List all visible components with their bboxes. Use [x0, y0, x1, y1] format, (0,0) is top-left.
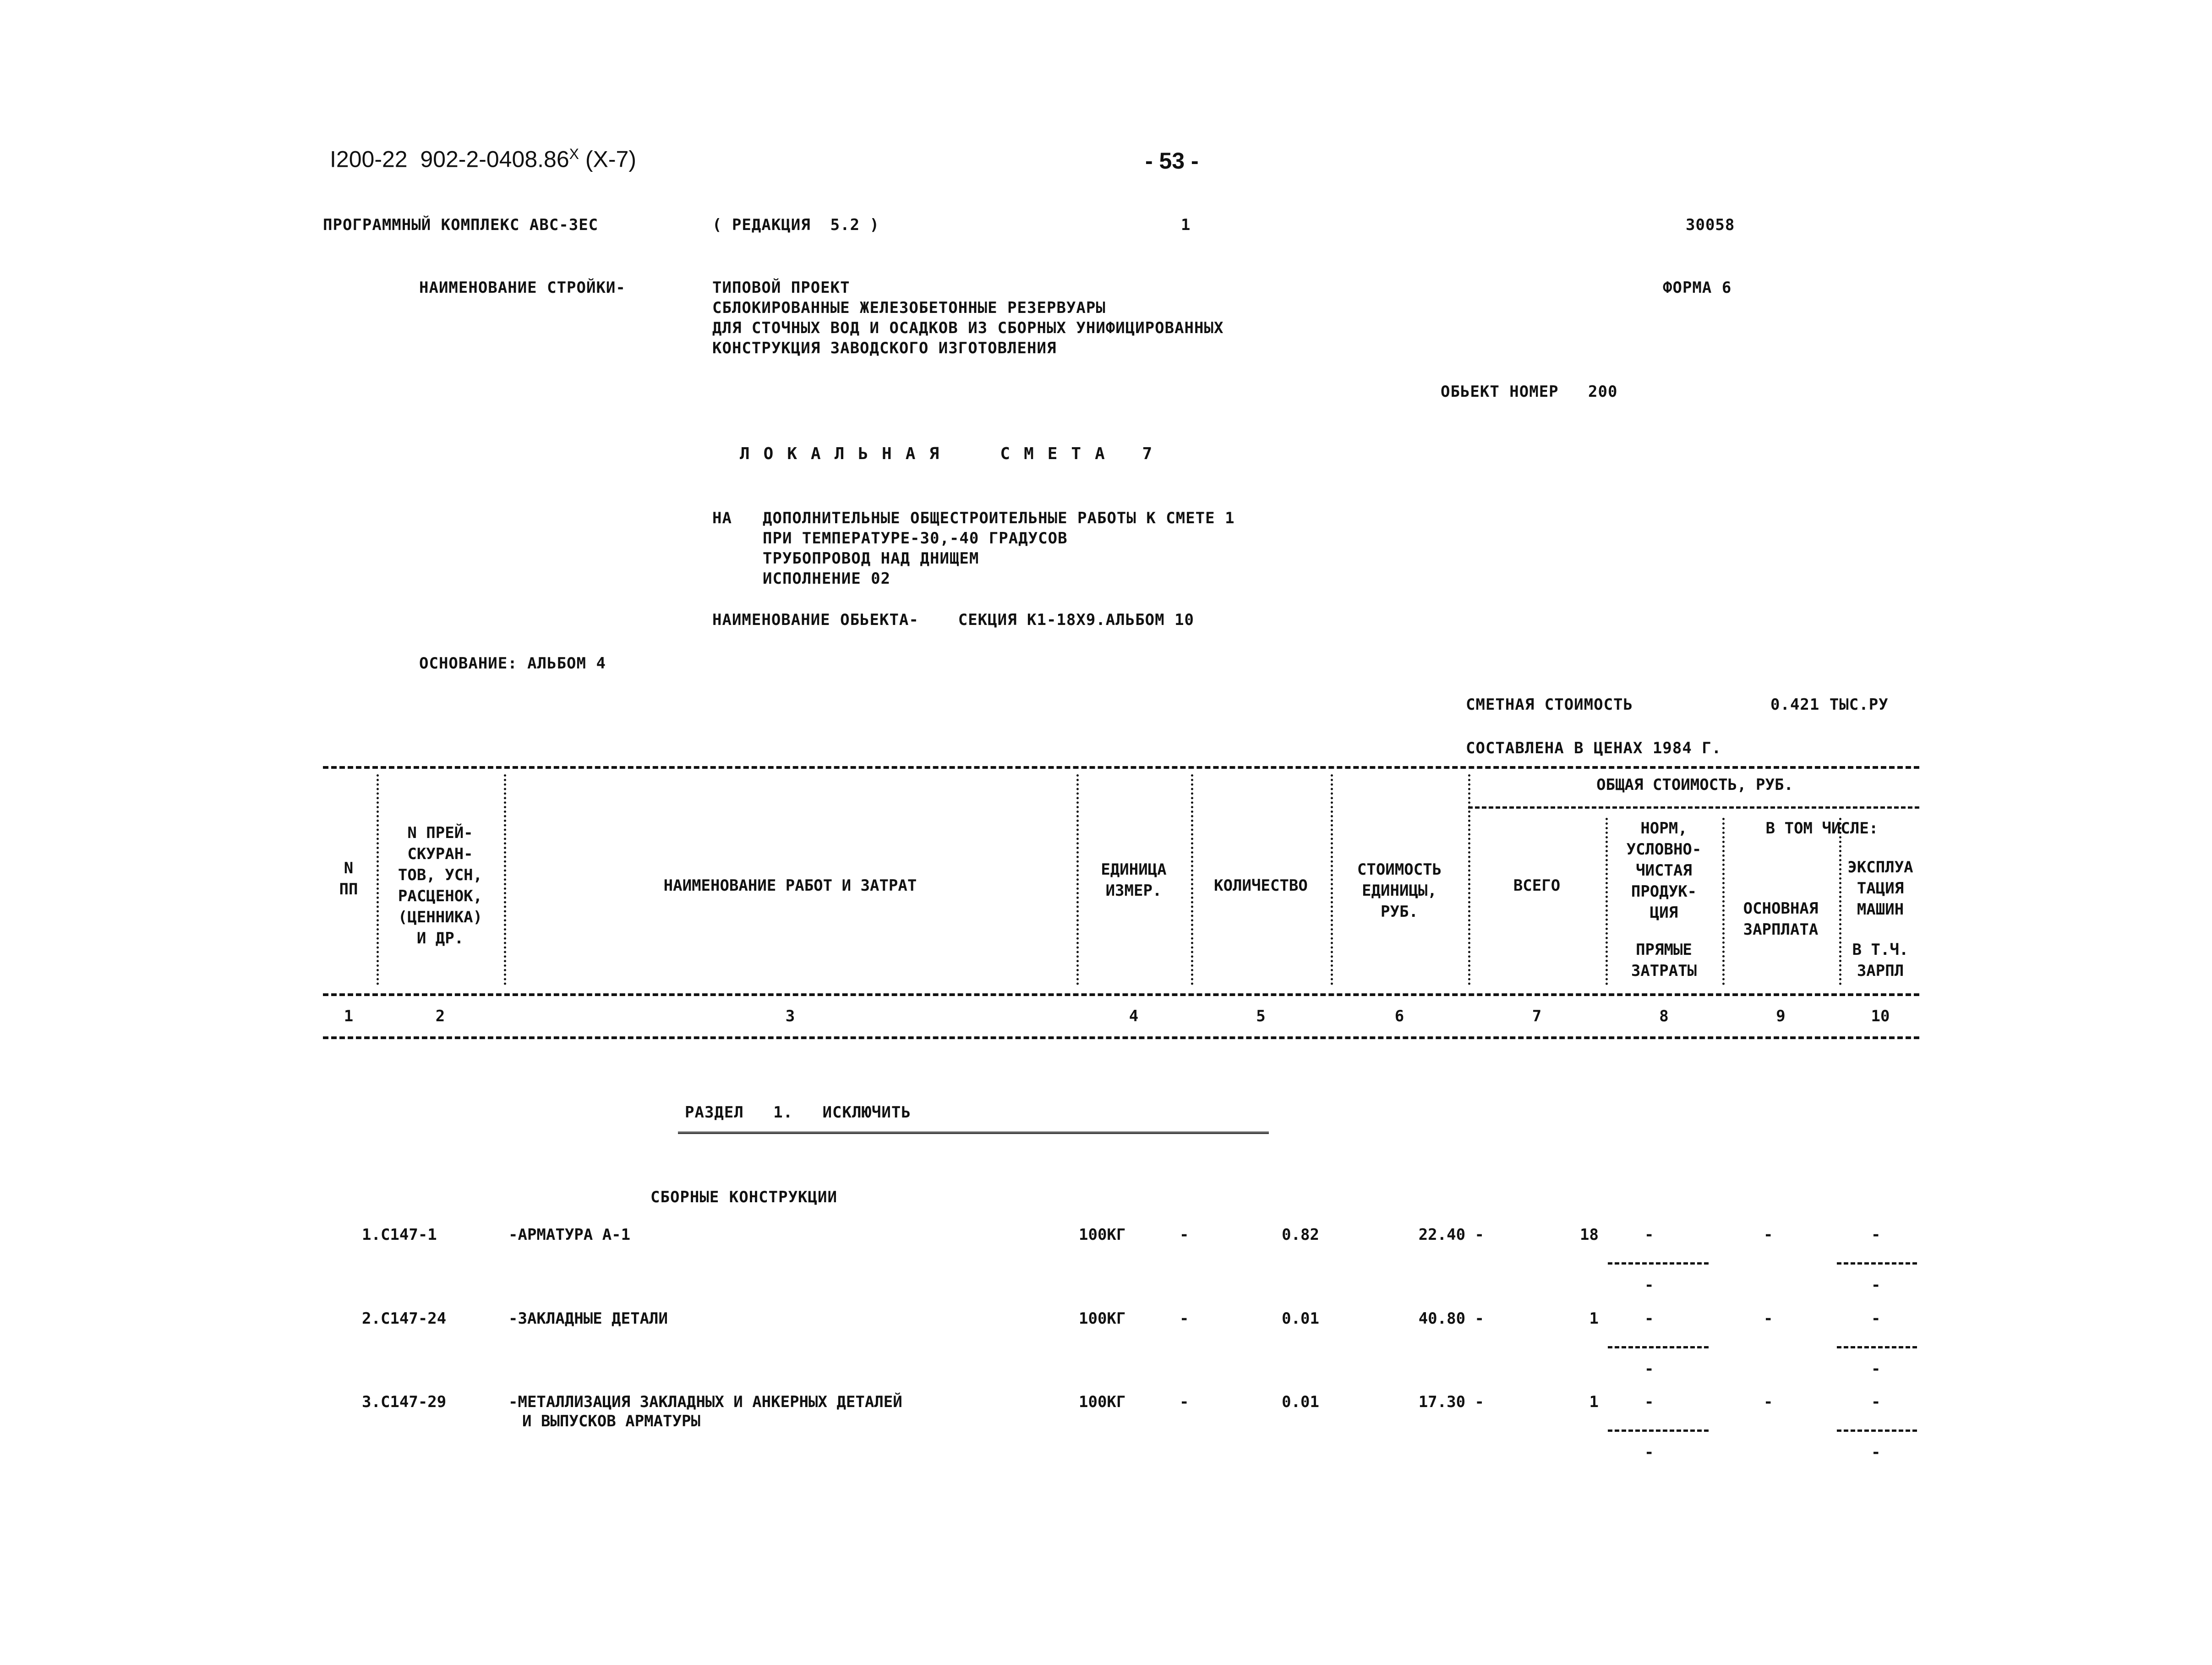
- estimate-title: ЛОКАЛЬНАЯ СМЕТА 7: [740, 444, 1166, 463]
- row-unit-dash: -: [1180, 1309, 1189, 1328]
- col-number: 5: [1256, 1007, 1266, 1025]
- purpose-line-1: ДОПОЛНИТЕЛЬНЫЕ ОБЩЕСТРОИТЕЛЬНЫЕ РАБОТЫ К СМЕТЕ 1: [763, 509, 1235, 527]
- document-code: I200-22 $902-2-0408.86^X$ (X-7): [330, 146, 636, 172]
- header-bottom-rule: [323, 993, 1919, 996]
- col-number: 10: [1871, 1007, 1890, 1025]
- program-code: 30058: [1686, 216, 1735, 234]
- purpose-line-2: ПРИ ТЕМПЕРАТУРЕ-30,-40 ГРАДУСОВ: [763, 529, 1068, 548]
- header-col-10: ЭКСПЛУА ТАЦИЯ МАШИН: [1847, 858, 1913, 919]
- header-in-that: В ТОМ ЧИСЛЕ:: [1765, 819, 1879, 838]
- row-unit-price: 17.30 -: [1418, 1393, 1484, 1411]
- col-number: 7: [1532, 1007, 1542, 1025]
- construction-line-3: ДЛЯ СТОЧНЫХ ВОД И ОСАДКОВ ИЗ СБОРНЫХ УНИФИЦИРОВАННЫХ: [712, 319, 1224, 337]
- row-quantity: 0.01: [1282, 1309, 1319, 1328]
- row-unit-dash: -: [1180, 1393, 1189, 1411]
- header-col-6: СТОИМОСТЬ ЕДИНИЦЫ, РУБ.: [1357, 860, 1442, 921]
- row-total: 18: [1580, 1226, 1599, 1244]
- row-name-continued: И ВЫПУСКОВ АРМАТУРЫ: [522, 1412, 700, 1430]
- row-name: -АРМАТУРА А-1: [508, 1226, 631, 1244]
- row-wage-value: -: [1764, 1226, 1773, 1244]
- purpose-prefix: НА: [712, 509, 732, 527]
- basis: ОСНОВАНИЕ: АЛЬБОМ 4: [419, 654, 606, 673]
- cost-value: 0.421 ТЫС.РУ: [1770, 696, 1889, 714]
- program-page: 1: [1181, 216, 1191, 234]
- col-number: 6: [1394, 1007, 1404, 1025]
- col-number: 3: [785, 1007, 795, 1025]
- construction-label: НАИМЕНОВАНИЕ СТРОЙКИ-: [419, 279, 626, 297]
- form-label: ФОРМА 6: [1663, 279, 1732, 297]
- cost-label: СМЕТНАЯ СТОИМОСТЬ: [1466, 696, 1633, 714]
- header-col-8b: ПРЯМЫЕ ЗАТРАТЫ: [1631, 941, 1697, 980]
- header-col-9: ОСНОВНАЯ ЗАРПЛАТА: [1743, 899, 1819, 939]
- construction-line-4: КОНСТРУКЦИЯ ЗАВОДСКОГО ИЗГОТОВЛЕНИЯ: [712, 339, 1057, 357]
- section-title-underline: [678, 1132, 1269, 1134]
- header-col-5: КОЛИЧЕСТВО: [1214, 876, 1308, 895]
- prices-year: СОСТАВЛЕНА В ЦЕНАХ 1984 Г.: [1466, 739, 1722, 757]
- page-number: - 53 -: [1145, 148, 1199, 174]
- numbers-bottom-rule: [323, 1036, 1919, 1039]
- row-norm-value: -: [1644, 1393, 1654, 1411]
- row-machine-wage-value: -: [1871, 1360, 1881, 1378]
- row-unit: 100КГ: [1079, 1309, 1126, 1328]
- section-subtitle: СБОРНЫЕ КОНСТРУКЦИИ: [650, 1188, 837, 1206]
- header-col-3: НАИМЕНОВАНИЕ РАБОТ И ЗАТРАТ: [663, 876, 917, 895]
- row-norm-divider: [1608, 1346, 1709, 1348]
- row-name: -МЕТАЛЛИЗАЦИЯ ЗАКЛАДНЫХ И АНКЕРНЫХ ДЕТАЛЕЙ: [508, 1393, 902, 1411]
- object-number: ОБЬЕКТ НОМЕР 200: [1441, 383, 1618, 401]
- header-col-10b: В Т.Ч. ЗАРПЛ: [1852, 941, 1909, 980]
- row-quantity: 0.82: [1282, 1226, 1319, 1244]
- construction-line-1: ТИПОВОЙ ПРОЕКТ: [712, 279, 850, 297]
- header-col-4: ЕДИНИЦА ИЗМЕР.: [1101, 860, 1167, 900]
- row-total: 1: [1589, 1393, 1599, 1411]
- row-machine-value: -: [1871, 1393, 1881, 1411]
- row-direct-value: -: [1644, 1360, 1654, 1378]
- section-title: РАЗДЕЛ 1. ИСКЛЮЧИТЬ: [685, 1103, 911, 1122]
- row-machine-divider: [1837, 1262, 1917, 1265]
- col-number: 2: [435, 1007, 445, 1025]
- total-group-rule: [1468, 806, 1919, 809]
- construction-line-2: СБЛОКИРОВАННЫЕ ЖЕЛЕЗОБЕТОННЫЕ РЕЗЕРВУАРЫ: [712, 299, 1106, 317]
- row-norm-value: -: [1644, 1226, 1654, 1244]
- row-wage-value: -: [1764, 1393, 1773, 1411]
- program-name: ПРОГРАММНЫЙ КОМПЛЕКС АВС-ЗЕС: [323, 216, 599, 234]
- purpose-line-4: ИСПОЛНЕНИЕ 02: [763, 570, 891, 588]
- row-direct-value: -: [1644, 1443, 1654, 1462]
- row-name: -ЗАКЛАДНЫЕ ДЕТАЛИ: [508, 1309, 668, 1328]
- row-norm-divider: [1608, 1262, 1709, 1265]
- row-unit: 100КГ: [1079, 1226, 1126, 1244]
- col-number: 1: [344, 1007, 354, 1025]
- row-unit-price: 22.40 -: [1418, 1226, 1484, 1244]
- program-edition: ( РЕДАКЦИЯ 5.2 ): [712, 216, 879, 234]
- table-top-rule: [323, 766, 1919, 769]
- row-unit-dash: -: [1180, 1226, 1189, 1244]
- row-wage-value: -: [1764, 1309, 1773, 1328]
- col-number: 8: [1659, 1007, 1669, 1025]
- col-number: 9: [1776, 1007, 1786, 1025]
- header-col-1: N ПП: [339, 859, 358, 898]
- header-col-2: N ПРЕЙ- СКУРАН- ТОВ, УСН, РАСЦЕНОК, (ЦЕННИКА) И ДР.: [398, 824, 483, 948]
- row-norm-divider: [1608, 1429, 1709, 1432]
- row-direct-value: -: [1644, 1276, 1654, 1294]
- header-total-group: ОБЩАЯ СТОИМОСТЬ, РУБ.: [1596, 776, 1793, 794]
- row-machine-divider: [1837, 1429, 1917, 1432]
- row-code: 1.С147-1: [362, 1226, 437, 1244]
- header-col-7: ВСЕГО: [1513, 876, 1561, 895]
- col-number: 4: [1129, 1007, 1139, 1025]
- row-total: 1: [1589, 1309, 1599, 1328]
- row-code: 3.С147-29: [362, 1393, 447, 1411]
- row-machine-divider: [1837, 1346, 1917, 1348]
- row-machine-wage-value: -: [1871, 1443, 1881, 1462]
- row-machine-wage-value: -: [1871, 1276, 1881, 1294]
- row-unit: 100КГ: [1079, 1393, 1126, 1411]
- row-machine-value: -: [1871, 1309, 1881, 1328]
- row-unit-price: 40.80 -: [1418, 1309, 1484, 1328]
- row-quantity: 0.01: [1282, 1393, 1319, 1411]
- row-norm-value: -: [1644, 1309, 1654, 1328]
- row-code: 2.С147-24: [362, 1309, 447, 1328]
- purpose-line-3: ТРУБОПРОВОД НАД ДНИЩЕМ: [763, 549, 979, 568]
- object-name: НАИМЕНОВАНИЕ ОБЬЕКТА- СЕКЦИЯ К1-18Х9.АЛЬБОМ 10: [712, 611, 1195, 629]
- header-col-8: НОРМ, УСЛОВНО- ЧИСТАЯ ПРОДУК- ЦИЯ: [1626, 819, 1702, 922]
- row-machine-value: -: [1871, 1226, 1881, 1244]
